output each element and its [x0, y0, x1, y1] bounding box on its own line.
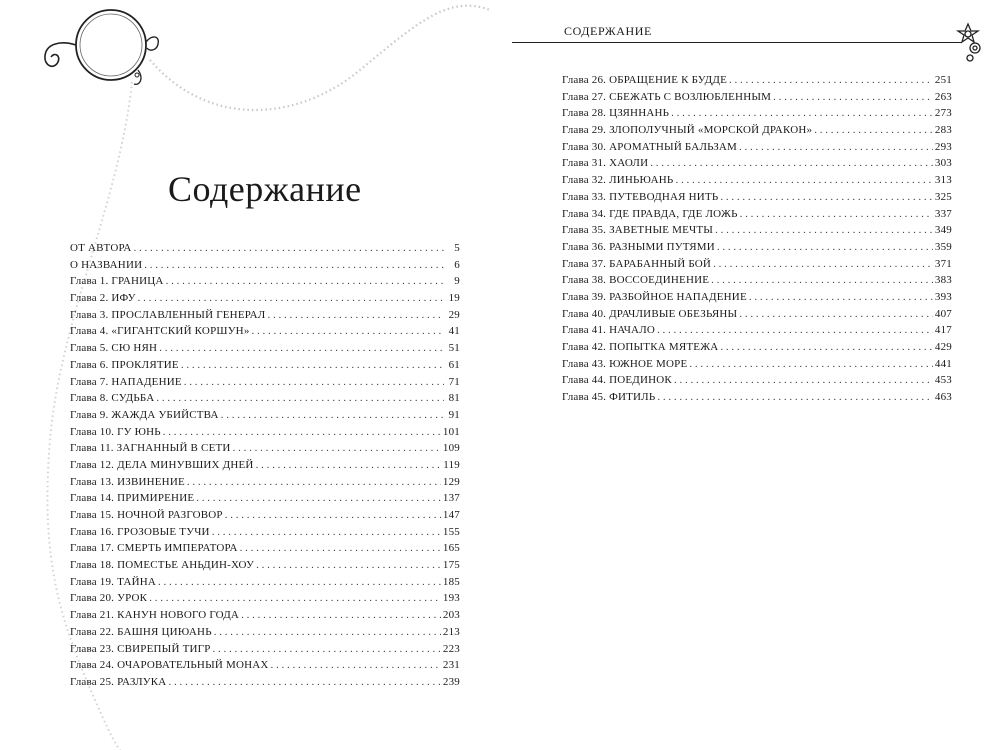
toc-entry: [562, 272, 952, 289]
toc-entry: [562, 289, 952, 306]
toc-entry-label: Глава 18. ПОМЕСТЬЕ АНЬДИН-ХОУ: [70, 559, 255, 572]
toc-entry: [70, 390, 460, 407]
toc-entry-label: Глава 16. ГРОЗОВЫЕ ТУЧИ: [70, 525, 210, 538]
toc-entry-page: 19: [448, 292, 460, 305]
toc-entry-page: 223: [442, 642, 460, 655]
dot-leader: [739, 306, 933, 323]
toc-entry-page: 109: [442, 442, 460, 455]
dot-leader: [159, 340, 444, 357]
dot-leader: [149, 590, 441, 607]
toc-entry-page: 165: [442, 542, 460, 555]
toc-entry: [562, 372, 952, 389]
dot-leader: [187, 474, 441, 491]
dot-leader: [181, 357, 444, 374]
toc-entry: [70, 624, 460, 641]
toc-entry-label: Глава 2. ИФУ: [70, 292, 136, 305]
toc-entry-label: Глава 10. ГУ ЮНЬ: [70, 425, 161, 438]
toc-entry-label: Глава 31. ХАОЛИ: [562, 157, 649, 170]
toc-entry: [562, 322, 952, 339]
toc-entry-page: 263: [934, 90, 952, 103]
toc-entry-label: Глава 29. ЗЛОПОЛУЧНЫЙ «МОРСКОЙ ДРАКОН»: [562, 124, 813, 137]
toc-entry-label: Глава 32. ЛИНЬЮАНЬ: [562, 174, 674, 187]
toc-entry: [70, 457, 460, 474]
toc-entry-page: 293: [934, 140, 952, 153]
toc-entry-page: 41: [448, 325, 460, 338]
toc-entry-label: Глава 24. ОЧАРОВАТЕЛЬНЫЙ МОНАХ: [70, 659, 269, 672]
toc-entry-page: 453: [934, 374, 952, 387]
dot-leader: [689, 356, 932, 373]
dot-leader: [739, 139, 933, 156]
toc-entry: [70, 307, 460, 324]
toc-entry: [70, 407, 460, 424]
toc-entry-page: 129: [442, 475, 460, 488]
toc-entry-label: Глава 38. ВОССОЕДИНЕНИЕ: [562, 274, 710, 287]
toc-entry-page: 349: [934, 224, 952, 237]
dot-leader: [267, 307, 444, 324]
toc-entry-label: Глава 39. РАЗБОЙНОЕ НАПАДЕНИЕ: [562, 290, 747, 303]
toc-entry-page: 239: [442, 675, 460, 688]
toc-entry-label: Глава 28. ЦЗЯННАНЬ: [562, 107, 670, 120]
right-page: [500, 0, 1000, 750]
toc-entry: [562, 256, 952, 273]
toc-entry-page: 147: [442, 509, 460, 521]
toc-entry-label: Глава 17. СМЕРТЬ ИМПЕРАТОРА: [70, 542, 238, 555]
toc-entry: [70, 474, 460, 491]
toc-entry: [70, 557, 460, 574]
dot-leader: [166, 273, 444, 290]
page-title: Содержание: [168, 169, 362, 209]
dot-leader: [720, 189, 933, 206]
toc-entry: [70, 607, 460, 624]
toc-entry: [70, 590, 460, 607]
toc-entry-page: 441: [934, 357, 952, 370]
toc-entry-label: Глава 6. ПРОКЛЯТИЕ: [70, 358, 179, 371]
dot-leader: [657, 322, 933, 339]
toc-entry: [562, 356, 952, 373]
dot-leader: [213, 641, 441, 658]
dot-leader: [773, 89, 933, 106]
toc-entry: [70, 524, 460, 541]
toc-entry-page: 283: [934, 124, 952, 137]
toc-entry-page: 61: [448, 358, 460, 371]
toc-entry-page: 251: [934, 74, 952, 86]
dot-leader: [221, 407, 444, 424]
dot-leader: [650, 155, 933, 172]
toc-entry-page: 213: [442, 625, 460, 638]
toc-entry: [562, 189, 952, 206]
toc-list-right: [562, 72, 952, 406]
toc-entry-page: 6: [454, 258, 460, 271]
toc-entry-label: О НАЗВАНИИ: [70, 258, 143, 271]
toc-entry: [562, 89, 952, 106]
toc-entry: [70, 357, 460, 374]
toc-entry-label: Глава 27. СБЕЖАТЬ С ВОЗЛЮБЛЕННЫМ: [562, 90, 772, 103]
toc-entry-page: 273: [934, 107, 952, 120]
toc-entry: [70, 257, 460, 274]
toc-entry-label: Глава 4. «ГИГАНТСКИЙ КОРШУН»: [70, 325, 250, 338]
toc-entry: [562, 122, 952, 139]
dot-leader: [138, 290, 444, 307]
toc-entry-page: 51: [448, 342, 460, 355]
dot-leader: [674, 372, 933, 389]
toc-entry-page: 29: [448, 308, 460, 321]
dot-leader: [271, 657, 441, 674]
toc-entry: [562, 339, 952, 356]
toc-entry-label: Глава 12. ДЕЛА МИНУВШИХ ДНЕЙ: [70, 458, 254, 471]
toc-entry-page: 417: [934, 324, 952, 337]
toc-entry-page: 303: [934, 157, 952, 170]
dot-leader: [256, 457, 442, 474]
dot-leader: [252, 323, 444, 340]
toc-entry-label: Глава 19. ТАЙНА: [70, 575, 157, 588]
toc-entry-label: Глава 37. БАРАБАННЫЙ БОЙ: [562, 257, 712, 270]
header-rule: [512, 42, 962, 43]
toc-entry-label: Глава 42. ПОПЫТКА МЯТЕЖА: [562, 341, 719, 353]
toc-entry: [70, 657, 460, 674]
toc-list-left: [70, 240, 460, 691]
toc-entry: [70, 273, 460, 290]
toc-entry-label: Глава 45. ФИТИЛЬ: [562, 391, 656, 404]
toc-entry: [562, 389, 952, 406]
toc-entry-page: 371: [934, 257, 952, 270]
toc-entry: [562, 306, 952, 323]
toc-entry: [70, 540, 460, 557]
toc-entry-page: 463: [934, 391, 952, 404]
dot-leader: [196, 490, 441, 507]
toc-entry-page: 383: [934, 274, 952, 287]
toc-entry-label: Глава 40. ДРАЧЛИВЫЕ ОБЕЗЬЯНЫ: [562, 307, 738, 320]
toc-entry: [562, 206, 952, 223]
toc-entry: [70, 424, 460, 441]
toc-entry-label: Глава 5. СЮ НЯН: [70, 342, 158, 355]
running-head: СОДЕРЖАНИЕ: [564, 24, 652, 38]
dot-leader: [717, 239, 933, 256]
toc-entry: [70, 323, 460, 340]
dot-leader: [168, 674, 440, 691]
dot-leader: [134, 240, 444, 257]
toc-entry-page: 313: [934, 174, 952, 187]
toc-entry-page: 393: [934, 290, 952, 303]
toc-entry-page: 155: [442, 525, 460, 538]
dot-leader: [675, 172, 932, 189]
toc-entry: [562, 222, 952, 239]
toc-entry-label: Глава 11. ЗАГНАННЫЙ В СЕТИ: [70, 442, 231, 455]
toc-entry: [70, 440, 460, 457]
toc-entry: [70, 641, 460, 658]
toc-entry-label: Глава 9. ЖАЖДА УБИЙСТВА: [70, 408, 219, 421]
toc-entry-label: ОТ АВТОРА: [70, 242, 132, 254]
toc-entry: [70, 574, 460, 591]
toc-entry-page: 193: [442, 592, 460, 605]
toc-entry-page: 337: [934, 207, 952, 220]
toc-entry-label: Глава 25. РАЗЛУКА: [70, 675, 167, 688]
dot-leader: [713, 256, 933, 273]
toc-entry-page: 325: [934, 190, 952, 203]
toc-entry-label: Глава 1. ГРАНИЦА: [70, 275, 164, 288]
toc-entry-label: Глава 15. НОЧНОЙ РАЗГОВОР: [70, 509, 223, 521]
dot-leader: [144, 257, 444, 274]
dot-leader: [212, 524, 441, 541]
toc-entry-label: Глава 3. ПРОСЛАВЛЕННЫЙ ГЕНЕРАЛ: [70, 308, 266, 321]
toc-entry: [70, 290, 460, 307]
dot-leader: [671, 105, 933, 122]
toc-entry-label: Глава 35. ЗАВЕТНЫЕ МЕЧТЫ: [562, 224, 714, 237]
toc-entry: [562, 172, 952, 189]
dot-leader: [241, 607, 441, 624]
toc-entry-label: Глава 20. УРОК: [70, 592, 148, 605]
toc-entry: [562, 155, 952, 172]
dot-leader: [163, 424, 441, 441]
toc-entry-page: 175: [442, 559, 460, 572]
dot-leader: [740, 206, 933, 223]
toc-entry-label: Глава 43. ЮЖНОЕ МОРЕ: [562, 357, 688, 370]
toc-entry-label: Глава 30. АРОМАТНЫЙ БАЛЬЗАМ: [562, 140, 738, 153]
toc-entry-page: 429: [934, 341, 952, 353]
dot-leader: [715, 222, 933, 239]
toc-entry-label: Глава 13. ИЗВИНЕНИЕ: [70, 475, 185, 488]
toc-entry-page: 101: [442, 425, 460, 438]
toc-entry: [70, 340, 460, 357]
dot-leader: [814, 122, 933, 139]
toc-entry-page: 203: [442, 609, 460, 622]
toc-entry-page: 137: [442, 492, 460, 505]
toc-entry: [70, 240, 460, 257]
toc-entry-label: Глава 23. СВИРЕПЫЙ ТИГР: [70, 642, 211, 655]
dot-leader: [158, 574, 441, 591]
toc-entry-page: 5: [454, 242, 460, 254]
toc-entry-label: Глава 33. ПУТЕВОДНАЯ НИТЬ: [562, 190, 719, 203]
toc-entry-label: Глава 41. НАЧАЛО: [562, 324, 655, 337]
toc-entry: [70, 374, 460, 391]
toc-entry-label: Глава 7. НАПАДЕНИЕ: [70, 375, 182, 388]
toc-entry-page: 185: [442, 575, 460, 588]
dot-leader: [225, 507, 441, 524]
toc-entry-page: 231: [442, 659, 460, 672]
dot-leader: [240, 540, 441, 557]
toc-entry-page: 91: [448, 408, 460, 421]
dot-leader: [184, 374, 444, 391]
toc-entry-label: Глава 22. БАШНЯ ЦИЮАНЬ: [70, 625, 212, 638]
toc-entry-label: Глава 8. СУДЬБА: [70, 392, 155, 405]
dot-leader: [214, 624, 441, 641]
toc-entry: [562, 72, 952, 89]
toc-entry-label: Глава 14. ПРИМИРЕНИЕ: [70, 492, 195, 505]
dot-leader: [711, 272, 933, 289]
toc-entry-label: Глава 21. КАНУН НОВОГО ГОДА: [70, 609, 240, 622]
dot-leader: [749, 289, 933, 306]
toc-entry-page: 81: [448, 392, 460, 405]
dot-leader: [156, 390, 444, 407]
toc-entry: [562, 105, 952, 122]
toc-entry-page: 359: [934, 240, 952, 253]
toc-entry-page: 119: [443, 458, 460, 471]
toc-entry-label: Глава 26. ОБРАЩЕНИЕ К БУДДЕ: [562, 74, 727, 86]
toc-entry: [562, 239, 952, 256]
toc-entry-page: 9: [454, 275, 460, 288]
toc-entry: [70, 674, 460, 691]
toc-entry: [70, 507, 460, 524]
dot-leader: [720, 339, 932, 356]
dot-leader: [256, 557, 441, 574]
dot-leader: [233, 440, 441, 457]
toc-entry: [562, 139, 952, 156]
dot-leader: [729, 72, 933, 89]
toc-entry-page: 407: [934, 307, 952, 320]
toc-entry: [70, 490, 460, 507]
toc-entry-label: Глава 36. РАЗНЫМИ ПУТЯМИ: [562, 240, 715, 253]
toc-entry-label: Глава 44. ПОЕДИНОК: [562, 374, 672, 387]
toc-entry-page: 71: [448, 375, 460, 388]
toc-entry-label: Глава 34. ГДЕ ПРАВДА, ГДЕ ЛОЖЬ: [562, 207, 738, 220]
dot-leader: [657, 389, 933, 406]
